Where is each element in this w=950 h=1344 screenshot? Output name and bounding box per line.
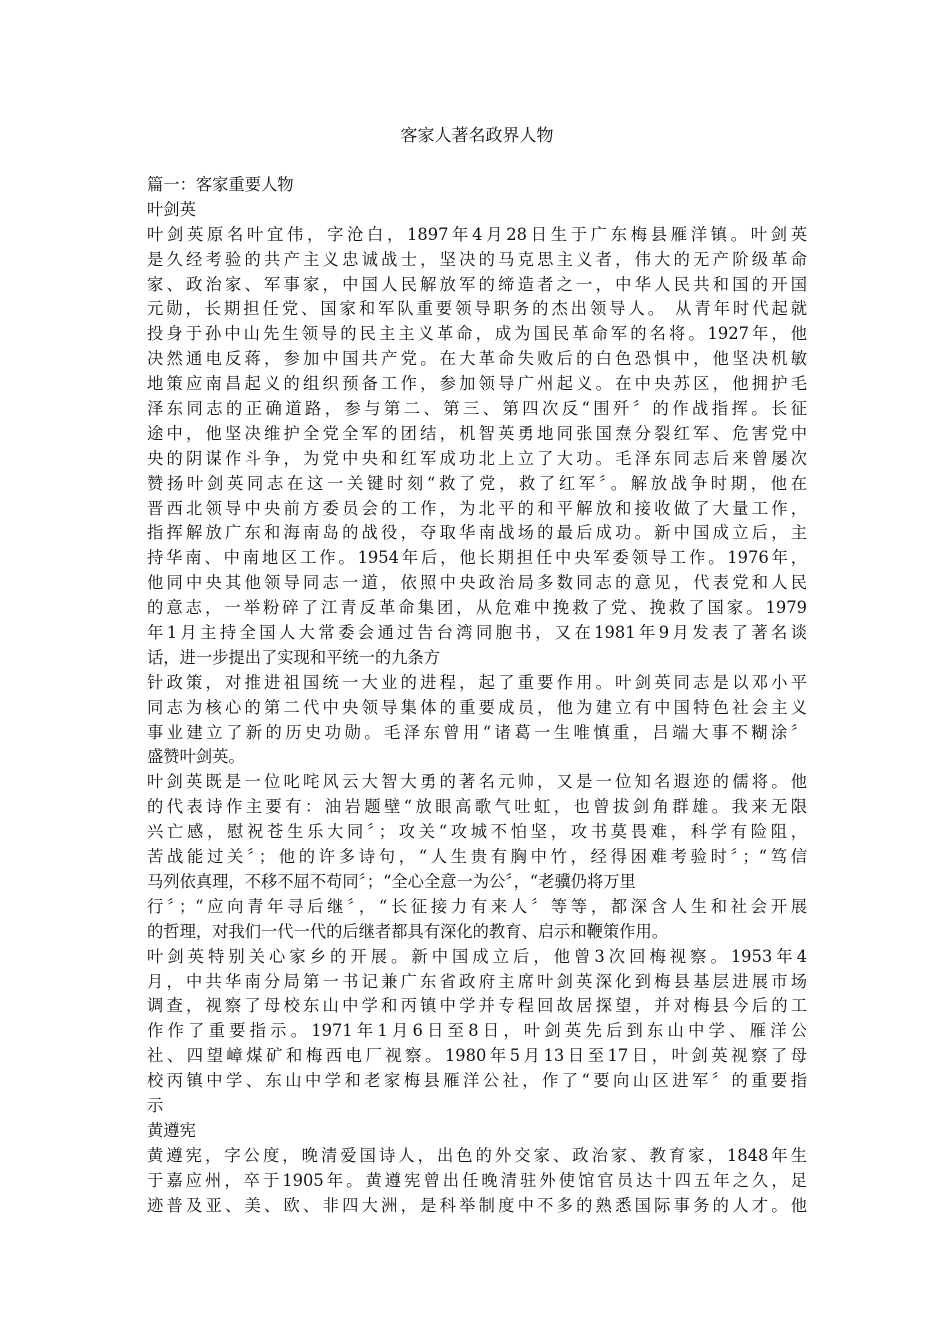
text-line: 的代表诗作主要有：油岩题壁“放眼高歌气吐虹，也曾拔剑角群雄。我来无限 [147,797,807,817]
person-heading-huang-zunxian: 黄遵宪 [147,1120,196,1140]
text-line: 于嘉应州，卒于1905年。黄遵宪曾出任晚清驻外使馆官员达十四五年之久，足 [147,1170,807,1190]
text-line: 马列依真理，不移不屈不苟同〞；“全心全意一为公〞，“老骥仍将万里 [147,871,636,891]
text-line: 地策应南昌起义的组织预备工作，参加领导广州起义。在中央苏区，他拥护毛 [147,374,807,394]
text-line: 迹普及亚、美、欧、非四大洲，是科举制度中不多的熟悉国际事务的人才。他 [147,1195,807,1215]
text-line: 的意志，一举粉碎了江青反革命集团，从危难中挽救了党、挽救了国家。1979 [147,598,807,618]
document-body [147,173,807,1218]
text-line: 年1月主持全国人大常委会通过告台湾同胞书，又在1981年9月发表了著名谈 [147,623,807,643]
text-line: 调查，视察了母校东山中学和丙镇中学并专程回故居探望，并对梅县今后的工 [147,996,807,1016]
text-line: 指挥解放广东和海南岛的战役，夺取华南战场的最后成功。新中国成立后，主 [147,523,807,543]
text-line: 话，进一步提出了实现和平统一的九条方 [147,647,441,667]
text-line: 赞扬叶剑英同志在这一关键时刻“救了党，救了红军〞。解放战争时期，他在 [147,473,807,493]
text-line: 行〞；“应向青年寻后继〞，“长征接力有来人〞等等，都深含人生和社会开展 [147,896,807,916]
text-line: 黄遵宪，字公度，晚清爱国诗人，出色的外交家、政治家、教育家，1848年生 [147,1145,807,1165]
text-line: 途中，他坚决维护全党全军的团结，机智英勇地同张国焘分裂红军、危害党中 [147,423,807,443]
text-line: 投身于孙中山先生领导的民主主义革命，成为国民革命军的名将。1927年，他 [147,324,807,344]
text-line: 校丙镇中学、东山中学和老家梅县雁洋公社，作了“要向山区进军〞的重要指 [147,1071,807,1091]
text-line: 苦战能过关〞；他的许多诗句，“人生贵有胸中竹，经得困难考验时〞；“笃信 [147,847,807,867]
text-line: 月，中共华南分局第一书记兼广东省政府主席叶剑英深化到梅县基层进展市场 [147,971,807,991]
text-line: 盛赞叶剑英。 [147,747,245,767]
text-line: 叶剑英特别关心家乡的开展。新中国成立后，他曾3次回梅视察。1953年4 [147,946,807,966]
text-line: 针政策，对推进祖国统一大业的进程，起了重要作用。叶剑英同志是以邓小平 [147,672,807,692]
text-line: 示 [147,1095,164,1115]
section-heading: 篇一：客家重要人物 [147,175,294,194]
text-line: 的哲理，对我们一代一代的后继者都具有深化的教育、启示和鞭策作用。 [147,921,669,941]
text-line: 叶剑英原名叶宜伟，字沧白，1897年4月28日生于广东梅县雁洋镇。叶剑英 [147,224,807,244]
text-line: 事业建立了新的历史功勋。毛泽东曾用“诸葛一生唯慎重，吕端大事不糊涂〞 [147,722,807,742]
text-line: 社、四望嶂煤矿和梅西电厂视察。1980年5月13日至17日，叶剑英视察了母 [147,1046,807,1066]
text-line: 晋西北领导中央前方委员会的工作，为北平的和平解放和接收做了大量工作， [147,498,807,518]
document-title: 客家人著名政界人物 [400,126,554,146]
text-line: 兴亡感，慰祝苍生乐大同〞；攻关“攻城不怕坚，攻书莫畏难，科学有险阻， [147,822,807,842]
text-line: 叶剑英既是一位叱咤风云大智大勇的著名元帅，又是一位知名遐迩的儒将。他 [147,772,807,792]
text-line: 他同中央其他领导同志一道，依照中央政治局多数同志的意见，代表党和人民 [147,573,807,593]
person-heading-ye-jianying: 叶剑英 [147,199,196,219]
text-line: 家、政治家、军事家，中国人民解放军的缔造者之一，中华人民共和国的开国 [147,274,807,294]
text-line: 同志为核心的第二代中央领导集体的重要成员，他为建立有中国特色社会主义 [147,697,807,717]
text-line: 决然通电反蒋，参加中国共产党。在大革命失败后的白色恐惧中，他坚决机敏 [147,349,807,369]
text-line: 泽东同志的正确道路，参与第二、第三、第四次反“围歼〞的作战指挥。长征 [147,399,807,419]
text-line: 是久经考验的共产主义忠诚战士，坚决的马克思主义者，伟大的无产阶级革命 [147,249,807,269]
text-line: 元勋，长期担任党、国家和军队重要领导职务的杰出领导人。 从青年时代起就 [147,299,807,319]
text-line: 持华南、中南地区工作。1954年后，他长期担任中央军委领导工作。1976年， [147,548,807,568]
text-line: 央的阴谋作斗争，为党中央和红军成功北上立了大功。毛泽东同志后来曾屡次 [147,448,807,468]
text-line: 作作了重要指示。1971年1月6日至8日，叶剑英先后到东山中学、雁洋公 [147,1021,807,1041]
